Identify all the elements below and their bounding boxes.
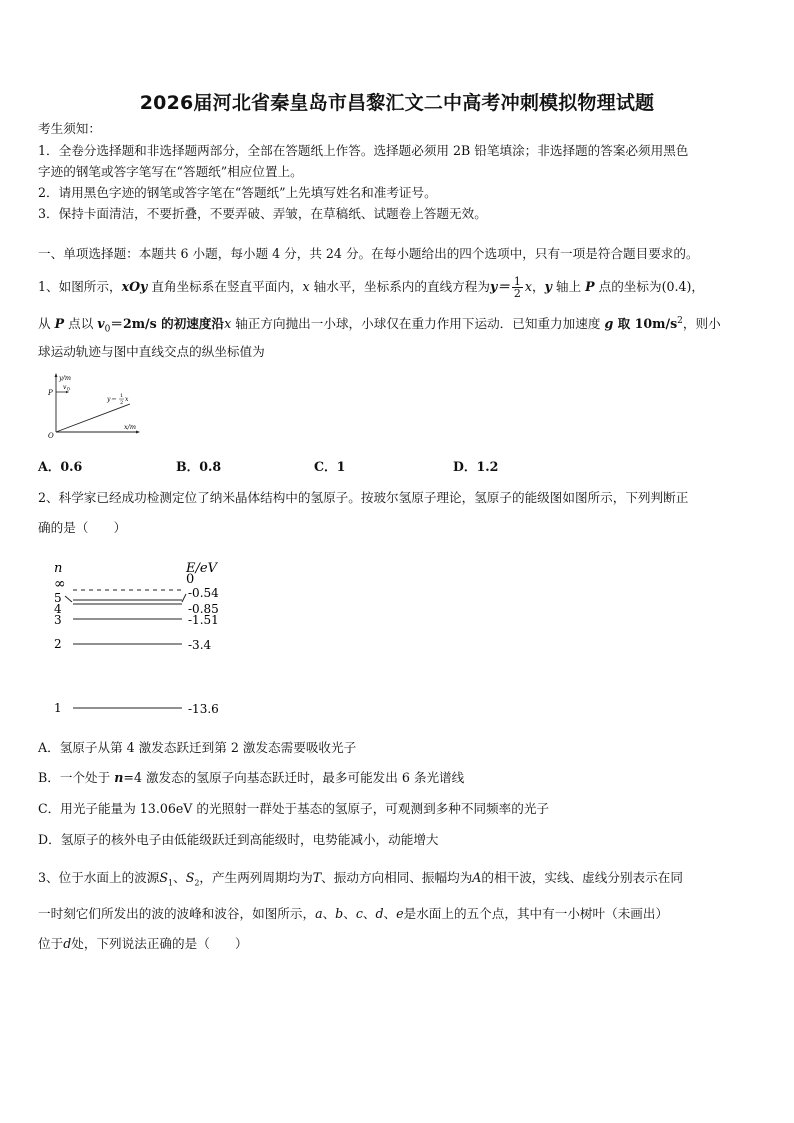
level-3-e: -1.51 (188, 613, 219, 627)
q3-text: 3、位于水面上的波源 (38, 870, 160, 885)
q2-option-a: A．氢原子从第 4 激发态跃迁到第 2 激发态需要吸收光子 (38, 740, 357, 755)
q3-point-a: a (315, 906, 323, 921)
q1-text: 轴上 (551, 279, 586, 294)
level-2-n: 2 (54, 637, 62, 651)
q1-var-p: P (585, 279, 595, 294)
q1-text: ，则小 (682, 316, 721, 332)
section-1-heading: 一、单项选择题：本题共 6 小题，每小题 4 分，共 24 分。在每小题给出的四个选项中，只有一项是符合题目要求的。 (38, 246, 699, 261)
y-axis-label: y/m (59, 374, 72, 382)
q3-text: 一时刻它们所发出的波的波峰和波谷，如图所示， (38, 906, 316, 921)
energy-level-diagram (50, 558, 240, 718)
q3-source-s2: S (185, 870, 195, 885)
q3-point-d: d (63, 936, 72, 951)
q3-subscript: 1 (168, 878, 174, 888)
q3-text: 、 (343, 906, 356, 921)
line-equation-label: y＝ (107, 396, 117, 403)
notice-item-2: 2．请用黑色字迹的钢笔或答字笔在“答题纸”上先填写姓名和准考证号。 (38, 185, 437, 200)
q3-line-3 (38, 936, 248, 952)
q3-text: 是水面上的五个点，其中有一小树叶（未画出） (403, 906, 669, 921)
energy-axis-label: E/eV (186, 561, 217, 576)
q3-text: 处，下列说法正确的是（ ） (71, 936, 248, 951)
q2-line-2: 确的是（ ） (38, 520, 127, 535)
q1-text: 1、如图所示， (38, 279, 122, 294)
q3-source-s1: S (159, 870, 168, 885)
q3-text: 的相干波，实线、虚线分别表示在同 (481, 870, 683, 885)
velocity-label: v (63, 384, 67, 391)
q3-point-e: e (396, 906, 404, 921)
q1-option-c: C．1 (314, 459, 346, 474)
q1-text: 直角坐标系在竖直平面内， (147, 279, 303, 294)
left-bracket-mark (65, 596, 72, 602)
level-1-e: -13.6 (188, 702, 219, 716)
line-equation-x: x (125, 396, 129, 403)
q3-point-d: d (375, 906, 384, 921)
straight-line (56, 404, 130, 432)
q2-text: B．一个处于 (38, 770, 115, 785)
level-4-n: 4 (54, 602, 62, 616)
q3-point-b: b (335, 906, 344, 921)
y-axis-arrow (55, 373, 58, 377)
right-bracket-mark (182, 594, 186, 602)
q3-line-2 (38, 906, 668, 922)
q3-var-t: T (312, 870, 322, 885)
q1-var-x: x (224, 316, 232, 332)
q2-var-n: n (114, 770, 124, 785)
q3-text: 、 (322, 906, 336, 921)
q1-text: ， (531, 279, 545, 294)
q1-option-b: B．0.8 (176, 459, 222, 474)
q1-var-p: P (54, 316, 65, 332)
level-5-n: 5 (54, 591, 62, 605)
level-infinity-e: 0 (186, 572, 195, 587)
level-2-e: -3.4 (188, 638, 212, 652)
notice-item-1-line-1: 1．全卷分选择题和非选择题两部分，全部在答题纸上作答。选择题必须用 2B 铅笔填涂；非选择题的答案必须用黑色 (38, 143, 689, 158)
level-infinity-n: ∞ (54, 576, 66, 592)
point-p-label: P (48, 389, 53, 397)
line-frac-den: 2 (120, 400, 124, 406)
q1-line-2 (38, 313, 721, 338)
q1-line-1 (38, 276, 704, 299)
level-1-n: 1 (54, 701, 62, 715)
page-title: 2026届河北省秦皇岛市昌黎汇文二中高考冲刺模拟物理试题 (139, 92, 655, 114)
q1-text: 轴正方向抛出一小球，小球仅在重力作用下运动．已知重力加速度 (231, 316, 605, 332)
origin-label: O (48, 432, 54, 440)
q2-option-b (38, 770, 464, 786)
q1-option-d: D．1.2 (453, 459, 499, 474)
q1-line-3: 球运动轨迹与图中直线交点的纵坐标值为 (38, 344, 265, 359)
q3-text: 位于 (38, 936, 64, 951)
x-axis-arrow (136, 431, 140, 434)
q2-text: =4 激发态的氢原子向基态跃迁时，最多可能发出 6 条光谱线 (123, 770, 465, 785)
q3-text: 、振动方向相同、振幅均为 (321, 870, 473, 885)
q3-subscript: 2 (194, 878, 200, 888)
q2-line-1: 2、科学家已经成功检测定位了纳米晶体结构中的氢原子。按玻尔氢原子理论，氢原子的能级图如图所示，下列判断正 (38, 490, 689, 505)
q3-text: ，产生两列周期均为 (199, 870, 313, 885)
q2-option-c: C．用光子能量为 13.06eV 的光照射一群处于基态的氢原子，可观测到多种不同频率的光子 (38, 801, 550, 816)
q1-superscript: 2 (677, 316, 683, 326)
notice-heading: 考生须知： (38, 121, 101, 136)
q1-var-xoy: xOy (121, 279, 148, 294)
line-frac-num: 1 (120, 393, 124, 399)
q1-text: ＝2m/s 的初速度沿 (110, 316, 225, 332)
notice-item-1-line-2: 字迹的钢笔或答字笔写在“答题纸”相应位置上。 (38, 164, 303, 179)
q1-text: 点的坐标为(0.4)， (594, 279, 705, 294)
velocity-subscript: 0 (67, 387, 70, 393)
q3-text: 、 (173, 870, 186, 885)
fraction-numerator: 1 (513, 275, 521, 288)
q3-text: 、 (362, 906, 376, 921)
q1-fraction (512, 276, 523, 299)
n-axis-label: n (54, 561, 63, 576)
level-4-e: -0.85 (188, 602, 219, 616)
level-5-e: -0.54 (188, 586, 219, 600)
q3-point-c: c (355, 906, 363, 921)
q1-text: 取 10m/s (613, 316, 678, 332)
q1-var-x: x (302, 279, 310, 294)
q3-text: 、 (383, 906, 397, 921)
q1-var-y: y (544, 279, 552, 294)
q3-line-1 (38, 870, 683, 892)
level-3-n: 3 (54, 613, 62, 627)
q1-var-x: x (524, 279, 532, 294)
q1-equation-y: y＝ (489, 279, 510, 294)
x-axis-label: x/m (124, 423, 137, 431)
q1-option-a: A．0.6 (38, 459, 83, 474)
q1-text: 点以 (64, 316, 98, 332)
q2-option-d: D．氢原子的核外电子由低能级跃迁到高能级时，电势能减小，动能增大 (38, 832, 439, 847)
q1-var-v: v (97, 316, 105, 332)
q1-subscript: 0 (104, 324, 111, 335)
notice-item-3: 3．保持卡面清洁，不要折叠，不要弄破、弄皱，在草稿纸、试题卷上答题无效。 (38, 206, 487, 221)
q3-var-a: A (472, 870, 482, 885)
fraction-denominator: 2 (513, 287, 521, 300)
q1-text: 轴水平，坐标系内的直线方程为 (309, 279, 490, 294)
q1-text: 从 (38, 316, 55, 332)
q1-var-g: g (604, 316, 614, 332)
q1-coordinate-figure (44, 370, 154, 442)
